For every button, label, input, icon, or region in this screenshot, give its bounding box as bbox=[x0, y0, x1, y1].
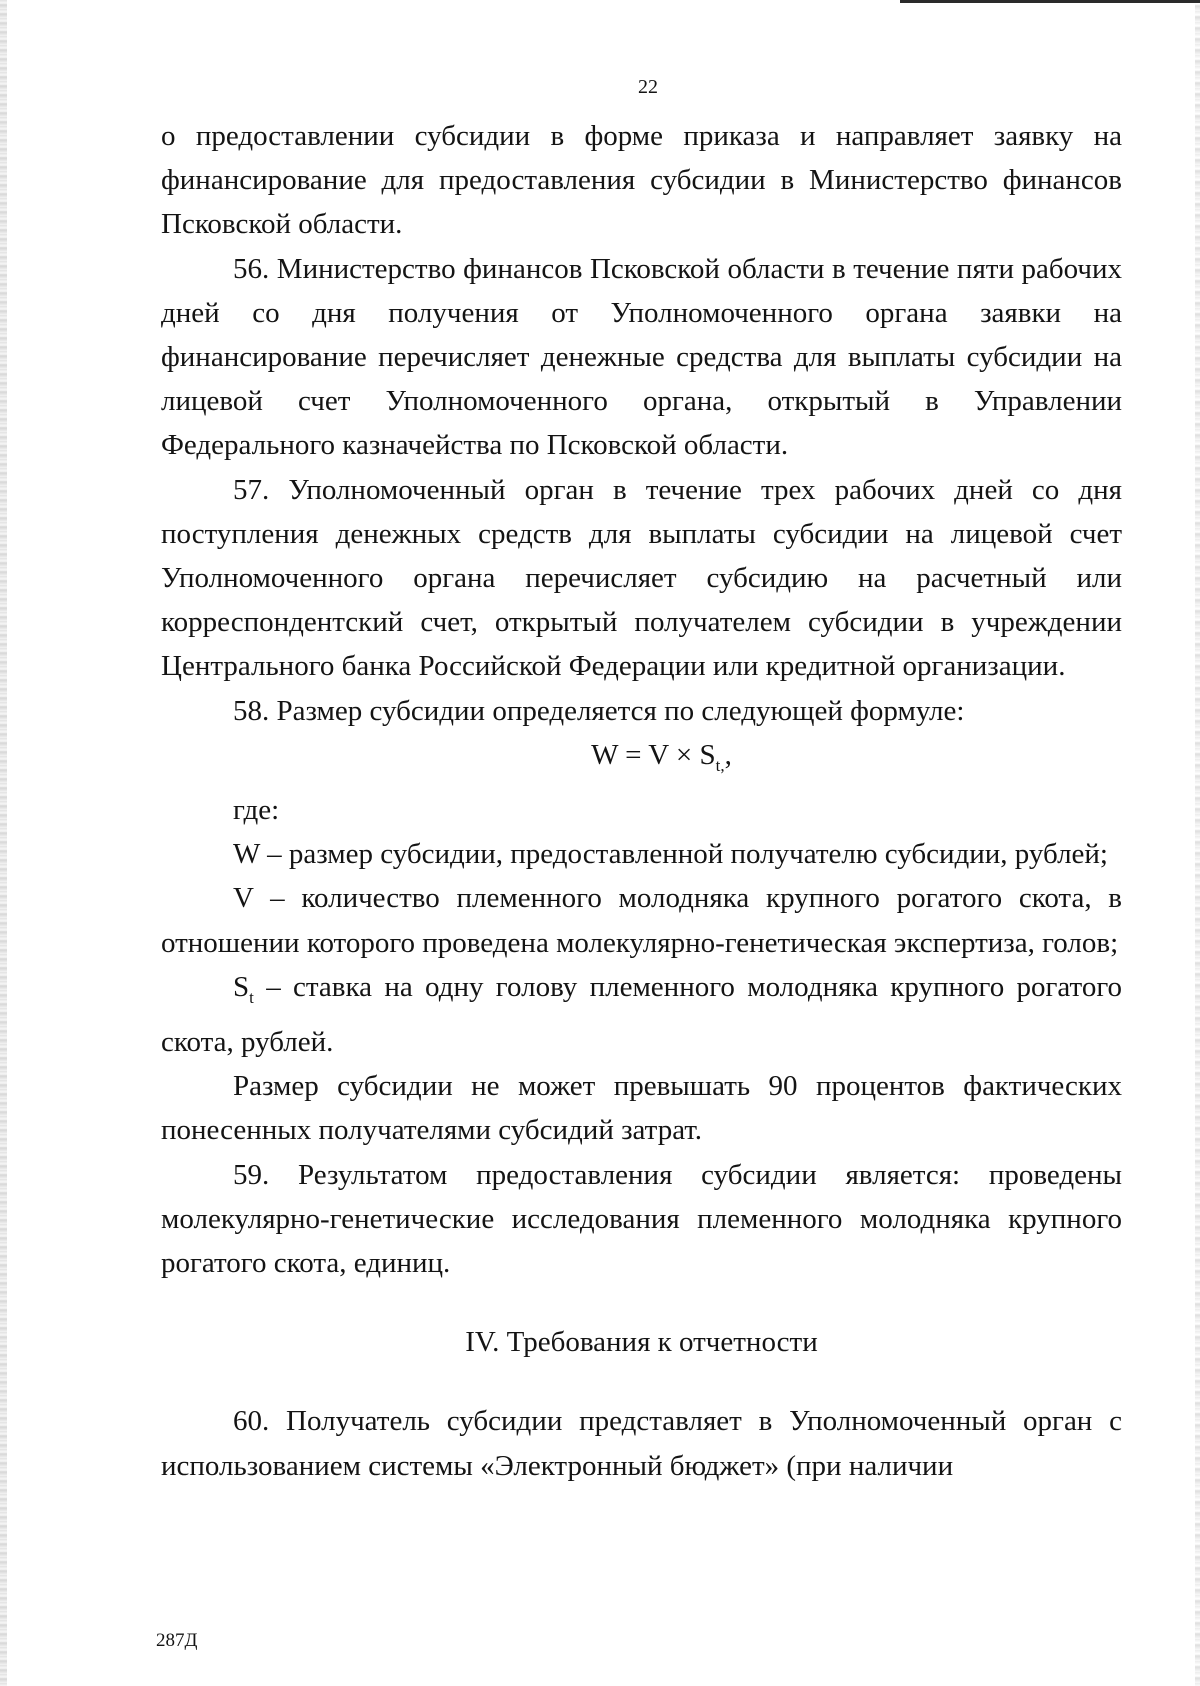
where-label: где: bbox=[233, 794, 280, 827]
paragraph-continuation: о предоставлении субсидии в форме приказа и направляет заявку на финансирование для предоставления субсидии в Министерство финансов Псковской области. bbox=[161, 120, 1122, 241]
formula-main: W = V × S bbox=[591, 738, 716, 771]
paragraph-56: 56. Министерство финансов Псковской области в течение пяти рабочих дней со дня получения от Уполномоченного органа заявки на финансирование перечисляет денежные средства для выплаты субсидии на лицевой счет Уполномоченного органа, открытый в Управлении Федерального казначейства по Псковской области. bbox=[161, 252, 1122, 462]
paragraph-57: 57. Уполномоченный орган в течение трех рабочих дней со дня поступления денежных средств для выплаты субсидии на лицевой счет Уполномоченного органа перечисляет субсидию на расчетный или корреспондентский счет, открытый получателем субсидии в учреждении Центрального банка Российской Федерации или кредитной организации. bbox=[161, 473, 1122, 683]
scan-edge-right bbox=[1195, 0, 1200, 1686]
formula-tail: , bbox=[724, 738, 732, 771]
paragraph-60: 60. Получатель субсидии представляет в Уполномоченный орган с использованием системы «Электронный бюджет» (при наличии bbox=[161, 1405, 1122, 1482]
definition-st bbox=[161, 965, 1122, 1064]
document-code: 287Д bbox=[156, 1630, 198, 1651]
definition-st-text: – ставка на одну голову племенного молодняка крупного рогатого скота, рублей. bbox=[161, 970, 1122, 1059]
definition-st-symbol: S bbox=[233, 970, 250, 1003]
definition-v: V – количество племенного молодняка крупного рогатого скота, в отношении которого проведена молекулярно-генетическая экспертиза, голов; bbox=[161, 882, 1122, 959]
paragraph-58: 58. Размер субсидии определяется по следующей формуле: bbox=[233, 694, 965, 727]
formula-subscript: t, bbox=[715, 755, 725, 775]
scan-top-line bbox=[900, 0, 1200, 3]
section-heading: IV. Требования к отчетности bbox=[465, 1326, 818, 1359]
definition-st-subscript: t bbox=[249, 987, 254, 1007]
subsidy-formula bbox=[161, 733, 1122, 788]
subsidy-limit-paragraph: Размер субсидии не может превышать 90 процентов фактических понесенных получателями субсидий затрат. bbox=[161, 1070, 1122, 1147]
document-body bbox=[161, 114, 1122, 1488]
page-number: 22 bbox=[638, 76, 658, 98]
paragraph-59: 59. Результатом предоставления субсидии является: проведены молекулярно-генетические исследования племенного молодняка крупного рогатого скота, единиц. bbox=[161, 1158, 1122, 1280]
definition-w: W – размер субсидии, предоставленной получателю субсидии, рублей; bbox=[233, 838, 1108, 871]
scan-edge-left bbox=[0, 0, 7, 1686]
